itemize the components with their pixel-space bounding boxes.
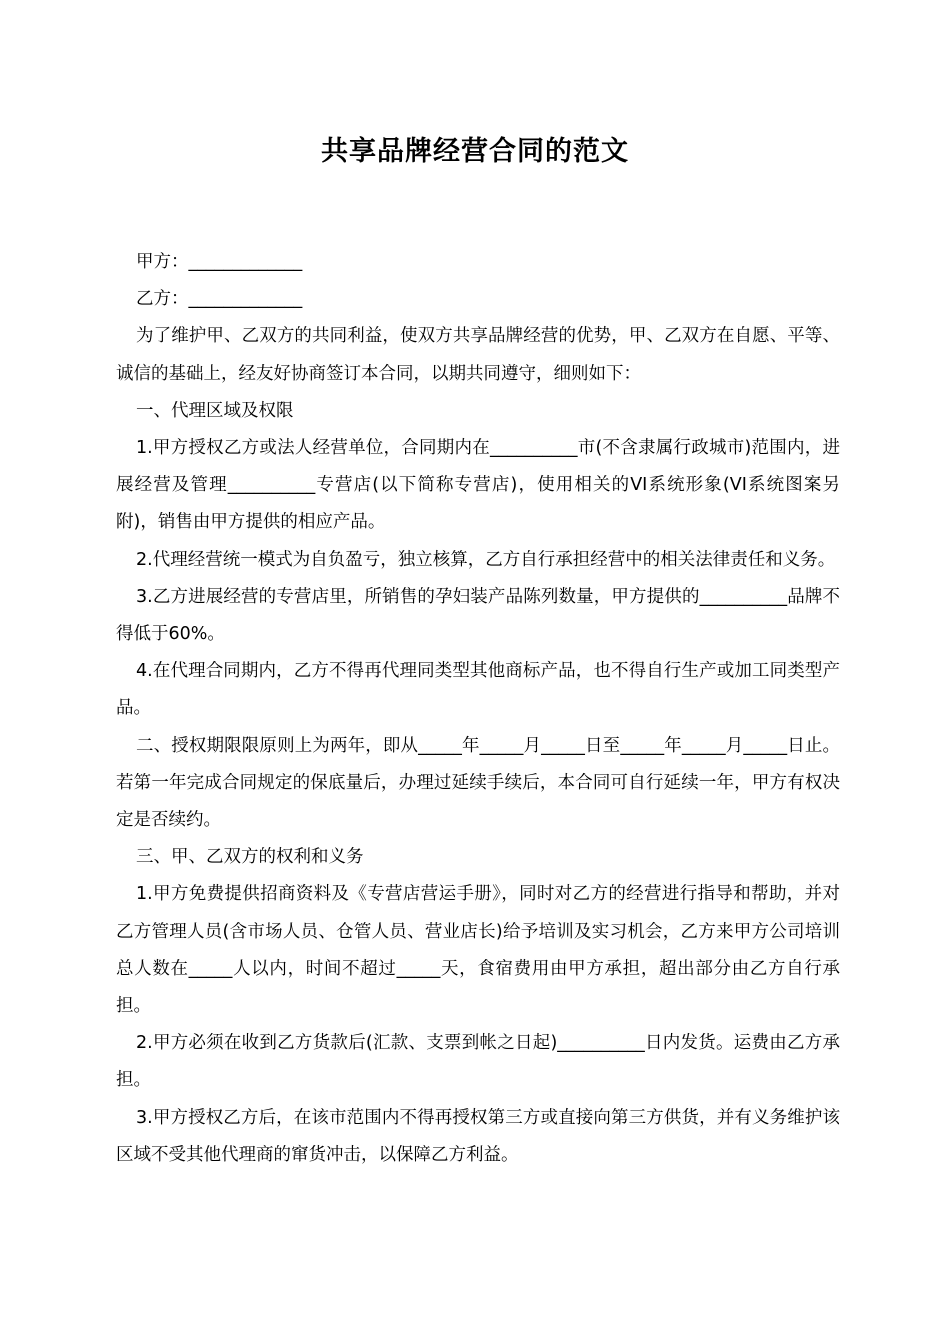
document-title: 共享品牌经营合同的范文 <box>321 136 629 167</box>
clause-3-1: 1.甲方免费提供招商资料及《专营店营运手册》，同时对乙方的经营进行指导和帮助，并对乙方管理人员(含市场人员、仓管人员、营业店长)给予培训及实习机会，乙方来甲方公司培训总人数在_____人以内，时间不超过_____天，食宿费用由甲方承担，超出部分由乙方自行承担。 <box>116 884 840 1017</box>
preamble-paragraph: 为了维护甲、乙双方的共同利益，使双方共享品牌经营的优势，甲、乙双方在自愿、平等、诚信的基础上，经友好协商签订本合同，以期共同遵守，细则如下： <box>116 326 840 384</box>
section-heading-3: 三、甲、乙双方的权利和义务 <box>136 847 364 868</box>
section-heading-1: 一、代理区域及权限 <box>136 400 294 421</box>
clause-1-4: 4.在代理合同期内，乙方不得再代理同类型其他商标产品，也不得自行生产或加工同类型产品。 <box>116 661 840 719</box>
party-b-line: 乙方：_____________ <box>136 289 303 310</box>
party-a-line: 甲方：_____________ <box>136 252 303 272</box>
section-heading-2: 二、授权期限限原则上为两年，即从_____年_____月_____日至_____年_____月_____日止。若第一年完成合同规定的保底量后，办理过延续手续后，本合同可自行延续一年，甲方有权决定是否续约。 <box>116 735 840 831</box>
clause-1-2: 2.代理经营统一模式为自负盈亏，独立核算，乙方自行承担经营中的相关法律责任和义务。 <box>136 549 836 570</box>
clause-1-3: 3.乙方进展经营的专营店里，所销售的孕妇装产品陈列数量，甲方提供的__________品牌不得低于60%。 <box>116 586 840 645</box>
document-body <box>116 244 840 1174</box>
clause-1-1: 1.甲方授权乙方或法人经营单位，合同期内在__________市(不含隶属行政城市)范围内，进展经营及管理__________专营店(以下简称专营店)，使用相关的VI系统形象(VI系统图案另附)，销售由甲方提供的相应产品。 <box>116 438 840 533</box>
clause-3-2: 2.甲方必须在收到乙方货款后(汇款、支票到帐之日起)__________日内发货。运费由乙方承担。 <box>116 1033 840 1091</box>
clause-3-3: 3.甲方授权乙方后，在该市范围内不得再授权第三方或直接向第三方供货，并有义务维护该区域不受其他代理商的窜货冲击，以保障乙方利益。 <box>116 1107 840 1165</box>
